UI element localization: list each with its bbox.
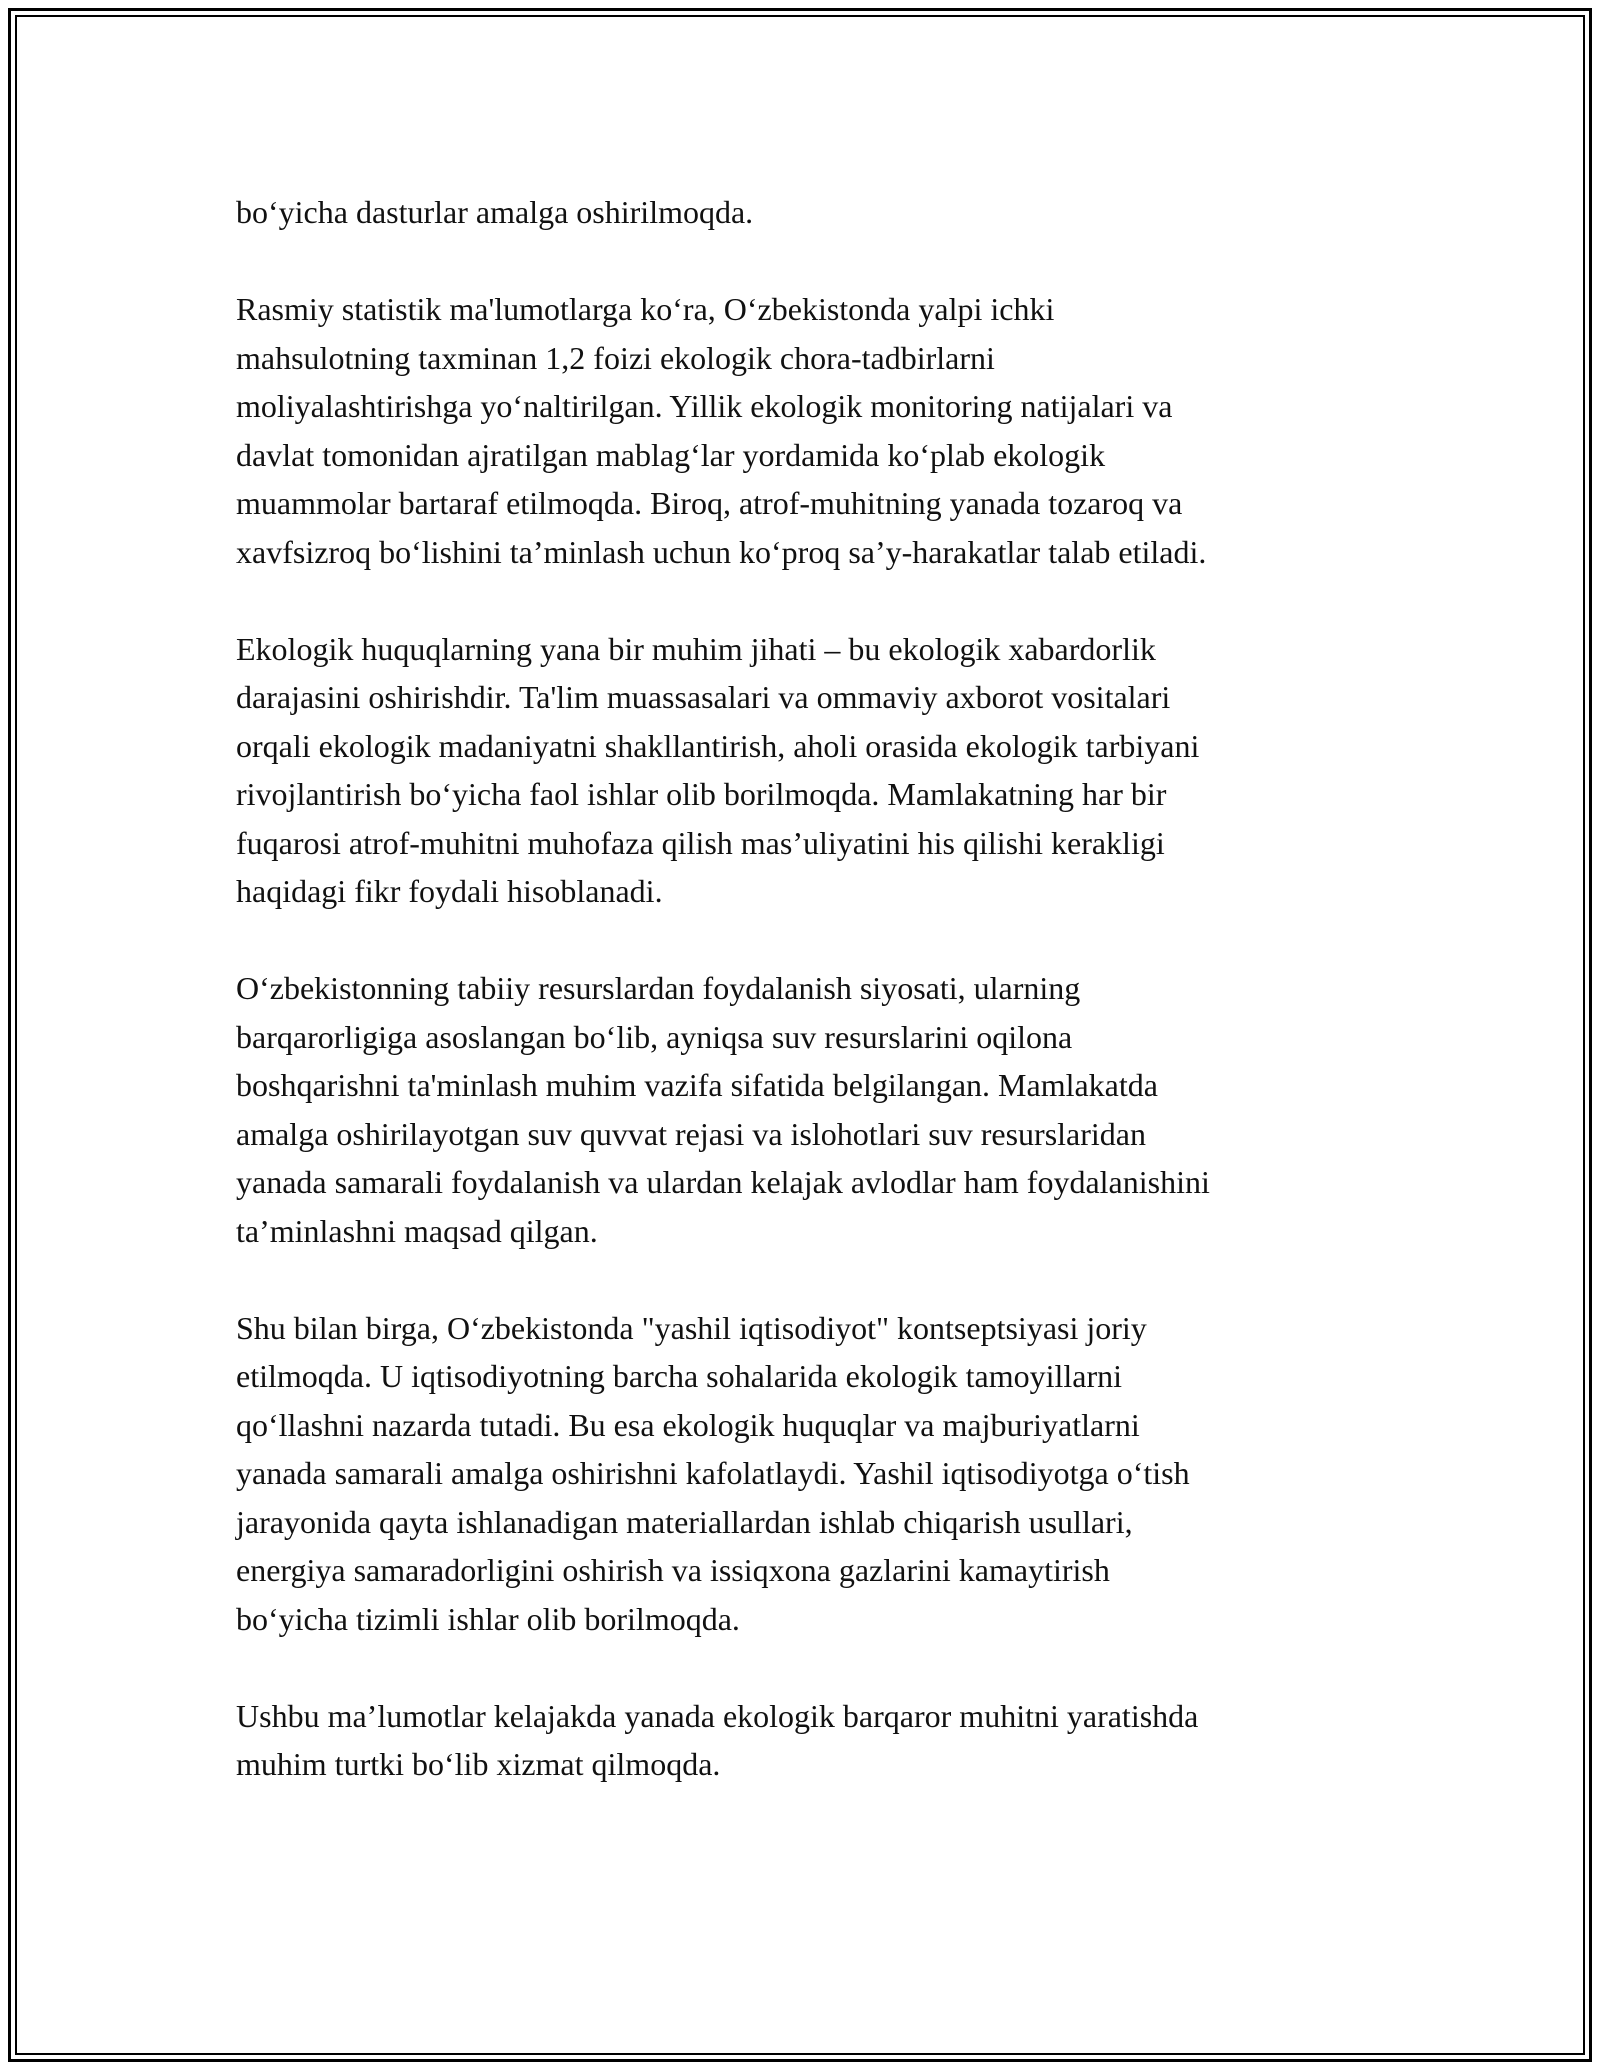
text-line: orqali ekologik madaniyatni shakllantirish, aholi orasida ekologik tarbiyani bbox=[236, 727, 1200, 764]
paragraph-5 bbox=[236, 1304, 1366, 1644]
text-line: Shu bilan birga, O‘zbekistonda "yashil iqtisodiyot" kontseptsiyasi joriy bbox=[236, 1309, 1147, 1346]
paragraph-2 bbox=[236, 285, 1366, 576]
text-line: muhim turtki bo‘lib xizmat qilmoqda. bbox=[236, 1746, 721, 1782]
text-line: muammolar bartaraf etilmoqda. Biroq, atrof-muhitning yanada tozaroq va bbox=[236, 485, 1183, 521]
text-line: darajasini oshirishdir. Ta'lim muassasalari va ommaviy axborot vositalari bbox=[236, 679, 1171, 715]
paragraph-1 bbox=[236, 188, 1366, 237]
text-line: boshqarishni ta'minlash muhim vazifa sifatida belgilangan. Mamlakatda bbox=[236, 1067, 1158, 1103]
text-line: mahsulotning taxminan 1,2 foizi ekologik chora-tadbirlarni bbox=[236, 339, 995, 376]
text-line: amalga oshirilayotgan suv quvvat rejasi va islohotlari suv resurslaridan bbox=[236, 1115, 1146, 1152]
text-line: xavfsizroq bo‘lishini ta’minlash uchun ko‘proq sa’y-harakatlar talab etiladi. bbox=[236, 533, 1207, 570]
text-line: barqarorligiga asoslangan bo‘lib, ayniqsa suv resurslarini oqilona bbox=[236, 1018, 1073, 1055]
paragraph-6 bbox=[236, 1692, 1366, 1789]
text-line: bo‘yicha tizimli ishlar olib borilmoqda. bbox=[236, 1600, 740, 1637]
text-line: O‘zbekistonning tabiiy resurslardan foydalanish siyosati, ularning bbox=[236, 970, 1081, 1006]
text-line: jarayonida qayta ishlanadigan materiallardan ishlab chiqarish usullari, bbox=[236, 1503, 1133, 1540]
text-line: etilmoqda. U iqtisodiyotning barcha sohalarida ekologik tamoyillarni bbox=[236, 1358, 1123, 1394]
text-line: fuqarosi atrof-muhitni muhofaza qilish mas’uliyatini his qilishi kerakligi bbox=[236, 824, 1165, 861]
text-line: qo‘llashni nazarda tutadi. Bu esa ekologik huquqlar va majburiyatlarni bbox=[236, 1406, 1140, 1443]
text-line: ta’minlashni maqsad qilgan. bbox=[236, 1212, 598, 1249]
text-line: rivojlantirish bo‘yicha faol ishlar olib borilmoqda. Mamlakatning har bir bbox=[236, 776, 1167, 812]
text-line: moliyalashtirishga yo‘naltirilgan. Yillik ekologik monitoring natijalari va bbox=[236, 388, 1173, 424]
text-line: Ekologik huquqlarning yana bir muhim jihati – bu ekologik xabardorlik bbox=[236, 630, 1156, 667]
text-line: yanada samarali foydalanish va ulardan kelajak avlodlar ham foydalanishini bbox=[236, 1164, 1210, 1200]
text-line: haqidagi fikr foydali hisoblanadi. bbox=[236, 873, 663, 909]
paragraph-3 bbox=[236, 625, 1366, 916]
paragraph-4 bbox=[236, 964, 1366, 1255]
text-line: energiya samaradorligini oshirish va issiqxona gazlarini kamaytirish bbox=[236, 1552, 1110, 1588]
text-line: Ushbu ma’lumotlar kelajakda yanada ekologik barqaror muhitni yaratishda bbox=[236, 1697, 1199, 1734]
document-body bbox=[236, 188, 1366, 1837]
text-line: Rasmiy statistik ma'lumotlarga ko‘ra, O‘zbekistonda yalpi ichki bbox=[236, 291, 1055, 327]
text-line: bo‘yicha dasturlar amalga oshirilmoqda. bbox=[236, 194, 754, 230]
text-line: yanada samarali amalga oshirishni kafolatlaydi. Yashil iqtisodiyotga o‘tish bbox=[236, 1455, 1190, 1491]
text-line: davlat tomonidan ajratilgan mablag‘lar yordamida ko‘plab ekologik bbox=[236, 436, 1106, 473]
